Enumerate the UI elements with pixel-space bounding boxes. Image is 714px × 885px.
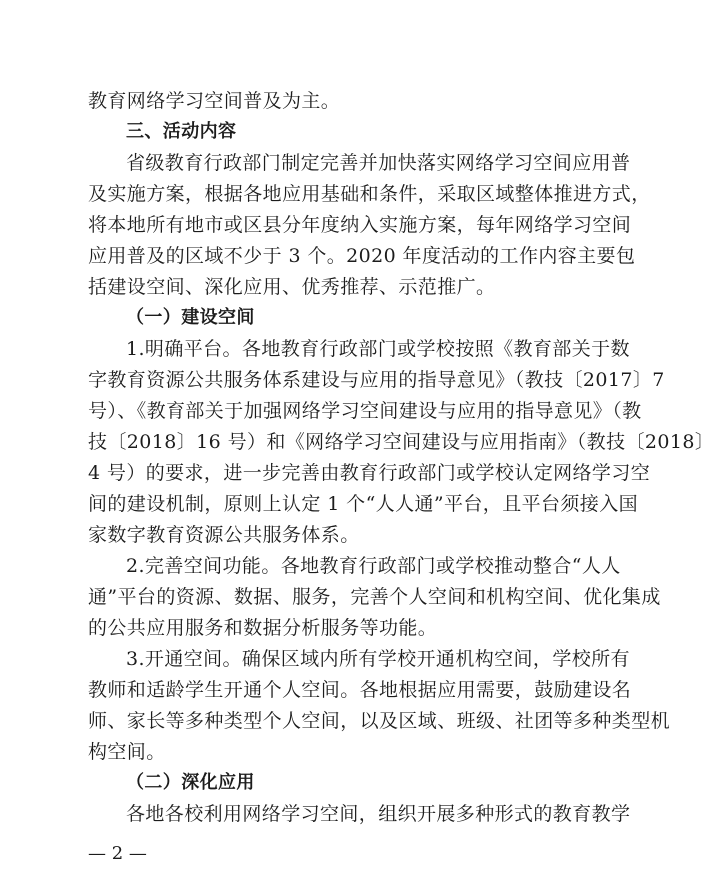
paragraph-line: 1.明确平台。各地教育行政部门或学校按照《教育部关于数	[126, 338, 630, 360]
paragraph-line: 应用普及的区域不少于 3 个。2020 年度活动的工作内容主要包	[88, 245, 636, 267]
section-heading: 三、活动内容	[126, 121, 237, 142]
paragraph-line: 师、家长等多种类型个人空间，以及区域、班级、社团等多种类型机	[88, 710, 671, 732]
paragraph-line: 号）、《教育部关于加强网络学习空间建设与应用的指导意见》（教	[88, 400, 642, 422]
paragraph-line: 4 号）的要求，进一步完善由教育行政部门或学校认定网络学习空	[88, 462, 651, 484]
paragraph-line: 间的建设机制，原则上认定 1 个“人人通”平台，且平台须接入国	[88, 493, 638, 515]
paragraph-line: 2.完善空间功能。各地教育行政部门或学校推动整合“人人	[126, 555, 621, 577]
paragraph-line: 省级教育行政部门制定完善并加快落实网络学习空间应用普	[126, 152, 631, 174]
paragraph-line: 通”平台的资源、数据、服务，完善个人空间和机构空间、优化集成	[88, 586, 661, 608]
paragraph-line: 将本地所有地市或区县分年度纳入实施方案，每年网络学习空间	[88, 214, 632, 236]
paragraph-line: 的公共应用服务和数据分析服务等功能。	[88, 617, 438, 639]
paragraph-line: 教师和适龄学生开通个人空间。各地根据应用需要，鼓励建设名	[88, 679, 632, 701]
paragraph-line: 括建设空间、深化应用、优秀推荐、示范推广。	[88, 276, 496, 298]
subsection-heading: （一）建设空间	[126, 307, 255, 328]
paragraph-line: 各地各校利用网络学习空间，组织开展多种形式的教育教学	[126, 803, 631, 825]
paragraph-line: 3.开通空间。确保区域内所有学校开通机构空间，学校所有	[126, 648, 630, 670]
subsection-heading: （二）深化应用	[126, 772, 255, 793]
page-number: — 2 —	[88, 843, 147, 864]
paragraph-line: 家数字教育资源公共服务体系。	[88, 524, 360, 546]
paragraph-line: 构空间。	[88, 741, 166, 763]
paragraph-line: 及实施方案，根据各地应用基础和条件，采取区域整体推进方式，	[88, 183, 651, 205]
paragraph-line: 字教育资源公共服务体系建设与应用的指导意见》（教技〔2017〕7	[88, 369, 665, 391]
paragraph-line: 技〔2018〕16 号）和《网络学习空间建设与应用指南》（教技〔2018〕	[88, 431, 714, 453]
paragraph-line: 教育网络学习空间普及为主。	[88, 90, 341, 112]
